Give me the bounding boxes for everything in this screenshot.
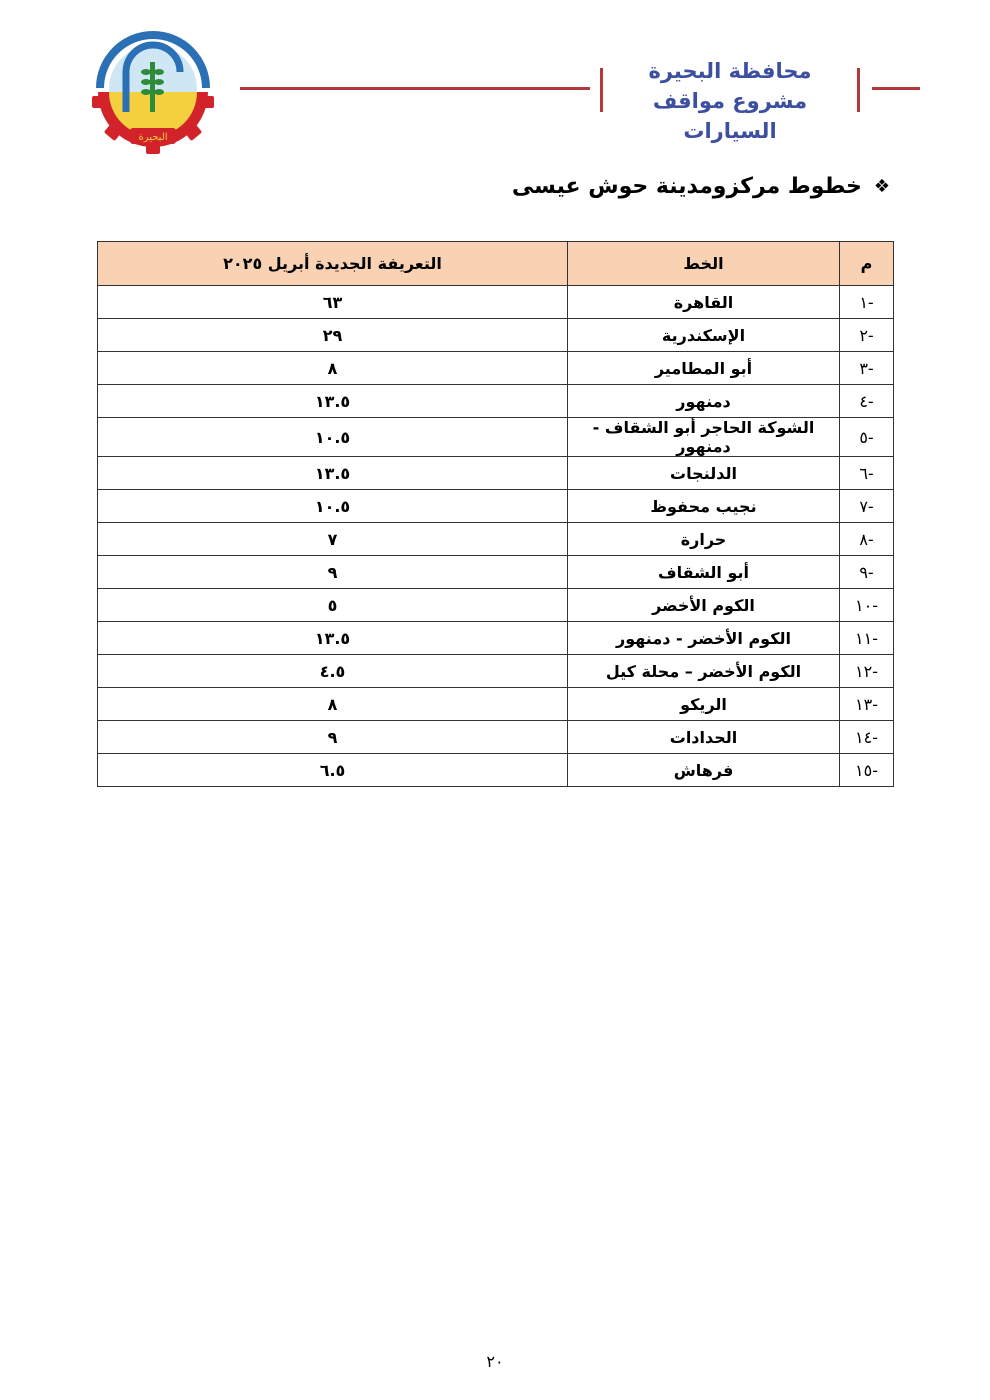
table-row bbox=[98, 523, 894, 556]
row-line: الكوم الأخضر – محلة كيل bbox=[568, 655, 840, 688]
row-number: -٢ bbox=[840, 319, 894, 352]
row-fare: ٨ bbox=[98, 688, 568, 721]
table-row bbox=[98, 589, 894, 622]
row-number: -٨ bbox=[840, 523, 894, 556]
row-fare: ٨ bbox=[98, 352, 568, 385]
table-row bbox=[98, 385, 894, 418]
table-row bbox=[98, 622, 894, 655]
row-fare: ١٣.٥ bbox=[98, 457, 568, 490]
row-line: الشوكة الحاجر أبو الشقاف - دمنهور bbox=[568, 418, 840, 457]
table-row bbox=[98, 655, 894, 688]
row-line: القاهرة bbox=[568, 286, 840, 319]
row-line: فرهاش bbox=[568, 754, 840, 787]
row-number: -٩ bbox=[840, 556, 894, 589]
table-row bbox=[98, 457, 894, 490]
table-row bbox=[98, 490, 894, 523]
row-fare: ٩ bbox=[98, 721, 568, 754]
table-row bbox=[98, 556, 894, 589]
header-divider-right bbox=[872, 87, 920, 90]
row-line: نجيب محفوظ bbox=[568, 490, 840, 523]
row-fare: ١٣.٥ bbox=[98, 385, 568, 418]
row-fare: ٦.٥ bbox=[98, 754, 568, 787]
header-line: الخط bbox=[568, 242, 840, 286]
header-num: م bbox=[840, 242, 894, 286]
row-line: أبو الشقاف bbox=[568, 556, 840, 589]
section-title: خطوط مركزومدينة حوش عيسى bbox=[511, 174, 862, 199]
row-number: -١٣ bbox=[840, 688, 894, 721]
row-number: -١ bbox=[840, 286, 894, 319]
governorate-logo bbox=[86, 22, 220, 156]
table-row bbox=[98, 754, 894, 787]
row-number: -١٥ bbox=[840, 754, 894, 787]
table-row bbox=[98, 721, 894, 754]
row-number: -٥ bbox=[840, 418, 894, 457]
row-line: أبو المطامير bbox=[568, 352, 840, 385]
row-number: -٣ bbox=[840, 352, 894, 385]
logo-text: البحيرة bbox=[138, 132, 168, 143]
row-line: الإسكندرية bbox=[568, 319, 840, 352]
row-line: الكوم الأخضر bbox=[568, 589, 840, 622]
fares-table bbox=[97, 241, 894, 787]
header-bar-left bbox=[600, 68, 603, 112]
row-fare: ٧ bbox=[98, 523, 568, 556]
table-header-row bbox=[98, 242, 894, 286]
row-line: الريكو bbox=[568, 688, 840, 721]
page-number: ٢٠ bbox=[486, 1352, 504, 1371]
table-row bbox=[98, 286, 894, 319]
row-number: -٧ bbox=[840, 490, 894, 523]
table-row bbox=[98, 319, 894, 352]
row-number: -٤ bbox=[840, 385, 894, 418]
row-line: الحدادات bbox=[568, 721, 840, 754]
row-number: -٦ bbox=[840, 457, 894, 490]
row-line: حرارة bbox=[568, 523, 840, 556]
row-number: -١٤ bbox=[840, 721, 894, 754]
header-title bbox=[610, 56, 850, 146]
section-heading bbox=[512, 174, 890, 199]
row-fare: ٢٩ bbox=[98, 319, 568, 352]
header-divider-left bbox=[240, 87, 590, 90]
project-name: مشروع مواقف السيارات bbox=[652, 89, 808, 143]
row-line: دمنهور bbox=[568, 385, 840, 418]
row-fare: ٤.٥ bbox=[98, 655, 568, 688]
table-row bbox=[98, 418, 894, 457]
diamond-bullet-icon: ❖ bbox=[873, 176, 890, 197]
row-fare: ١٠.٥ bbox=[98, 490, 568, 523]
row-fare: ٥ bbox=[98, 589, 568, 622]
governorate-name: محافظة البحيرة bbox=[648, 59, 812, 83]
row-fare: ١٠.٥ bbox=[98, 418, 568, 457]
table-row bbox=[98, 352, 894, 385]
row-fare: ٦٣ bbox=[98, 286, 568, 319]
table-row bbox=[98, 688, 894, 721]
row-line: الدلنجات bbox=[568, 457, 840, 490]
row-fare: ١٣.٥ bbox=[98, 622, 568, 655]
row-number: -١١ bbox=[840, 622, 894, 655]
row-line: الكوم الأخضر - دمنهور bbox=[568, 622, 840, 655]
row-number: -١٢ bbox=[840, 655, 894, 688]
header-bar-right bbox=[857, 68, 860, 112]
row-fare: ٩ bbox=[98, 556, 568, 589]
header-fare: التعريفة الجديدة أبريل ٢٠٢٥ bbox=[98, 242, 568, 286]
row-number: -١٠ bbox=[840, 589, 894, 622]
